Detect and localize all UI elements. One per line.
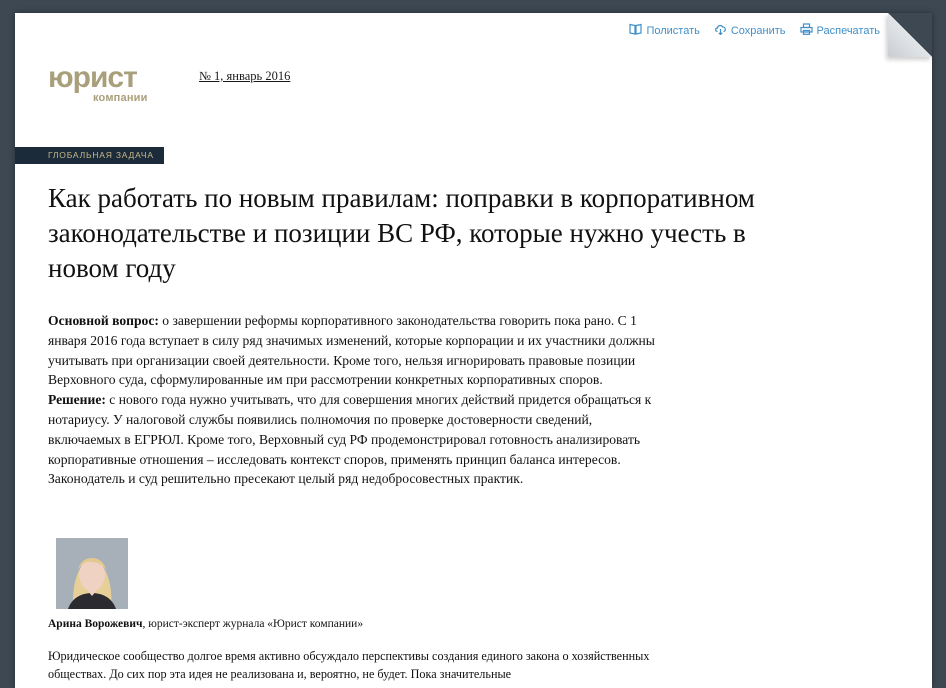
magazine-page [15, 13, 932, 688]
author-credit [48, 618, 363, 630]
question-text: о завершении реформы корпоративного законодательства говорить пока рано. С 1 января 2016 года вступает в силу ряд значимых изменений, которые корпорации и их участники должны учитывать при организации своей деятельности. Кроме того, нельзя игнорировать правовые позиции Верховного суда, сформулированные им при рассмотрении конкретных корпоративных споров. [48, 313, 655, 388]
page-corner-fold [888, 13, 932, 57]
logo-title: юрист [48, 61, 137, 94]
print-button[interactable] [800, 23, 880, 38]
flip-button[interactable] [629, 23, 699, 38]
solution-text: с нового года нужно учитывать, что для совершения многих действий придется обращаться к нотариусу. У налоговой службы появились полномочия по проверке достоверности сведений, включаемых в ЕГРЮЛ. Кроме того, Верховный суд РФ продемонстрировал готовность анализировать корпоративные отношения – исследовать контекст споров, применять принцип баланса интересов. Законодатель и суд решительно пресекают целый ряд недобросовестных практик. [48, 392, 652, 487]
article-body: Юридическое сообщество долгое время активно обсуждало перспективы создания единого закона о хозяйственных обществах. До сих пор эта идея не реализована и, вероятно, не будет. Пока значительные [48, 649, 650, 681]
author-photo [56, 538, 128, 609]
rubric-badge[interactable]: ГЛОБАЛЬНАЯ ЗАДАЧА [15, 147, 164, 164]
solution-label: Решение: [48, 392, 106, 408]
logo-subtitle: компании [93, 92, 148, 104]
save-label: Сохранить [730, 24, 786, 37]
book-icon [629, 23, 642, 38]
print-label: Распечатать [816, 24, 880, 37]
article-title: Как работать по новым правилам: поправки в корпоративном законодательстве и позиции ВС РФ, которые нужно учесть в новом году [48, 183, 755, 283]
magazine-logo[interactable] [48, 61, 166, 104]
author-name: Арина Ворожевич [48, 618, 143, 630]
author-role: , юрист-эксперт журнала «Юрист компании» [142, 618, 364, 630]
lead-solution [48, 390, 663, 489]
question-label: Основной вопрос: [48, 313, 159, 328]
issue-link[interactable]: № 1, январь 2016 [199, 69, 291, 83]
save-button[interactable] [714, 23, 786, 38]
article-lead [48, 311, 663, 489]
article-toolbar [629, 23, 880, 38]
printer-icon [800, 23, 813, 38]
flip-label: Полистать [646, 24, 700, 37]
lead-question [48, 311, 663, 390]
cloud-download-icon [714, 23, 727, 38]
